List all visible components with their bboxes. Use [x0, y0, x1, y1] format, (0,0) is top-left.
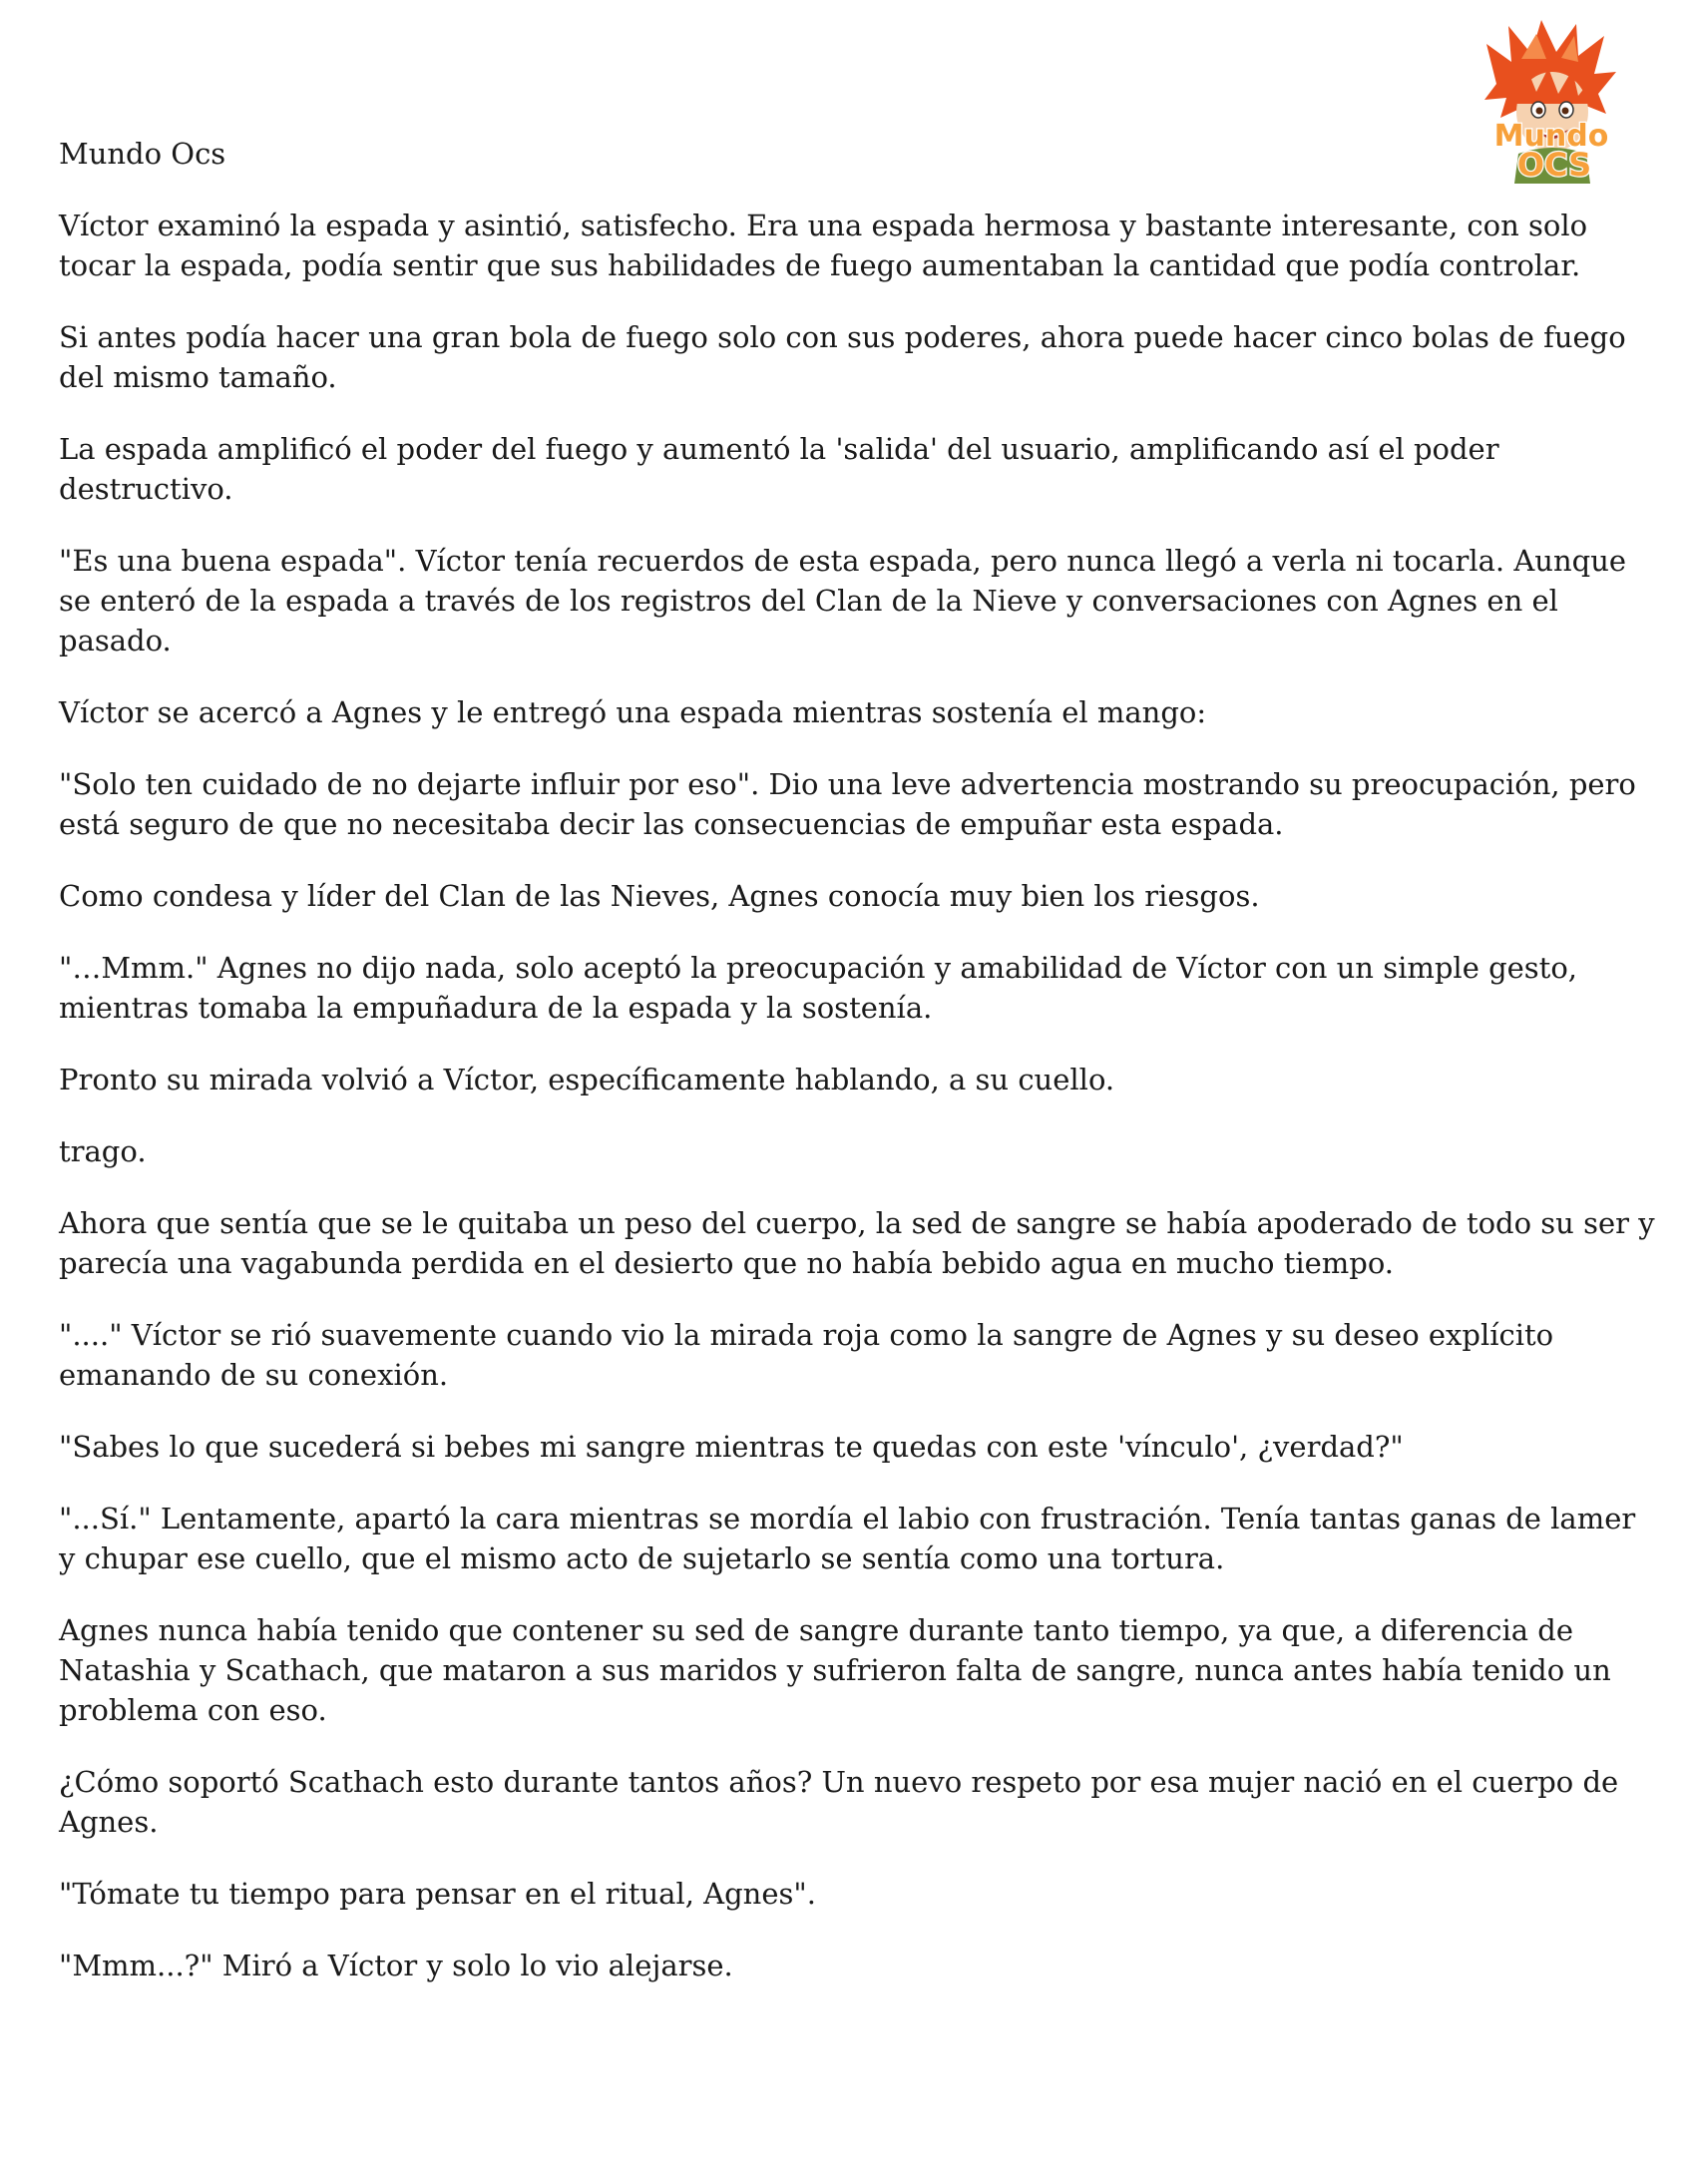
paragraph: "Es una buena espada". Víctor tenía recuerdos de esta espada, pero nunca llegó a verla ni tocarla. Aunque se enteró de la espada a través de los registros del Clan de la Nieve y conversaciones con Agnes en el pasado. — [59, 544, 1627, 657]
paragraph: "Solo ten cuidado de no dejarte influir por eso". Dio una leve advertencia mostrando su preocupación, pero está seguro de que no necesitaba decir las consecuencias de empuñar esta espada. — [59, 767, 1636, 841]
paragraph: Víctor examinó la espada y asintió, satisfecho. Era una espada hermosa y bastante interesante, con solo tocar la espada, podía sentir que sus habilidades de fuego aumentaban la cantidad que podía controlar. — [59, 209, 1588, 282]
paragraph: Agnes nunca había tenido que contener su sed de sangre durante tanto tiempo, ya que, a diferencia de Natashia y Scathach, que mataron a sus maridos y sufrieron falta de sangre, nunca antes había tenido un problema con eso. — [59, 1613, 1611, 1727]
paragraph: trago. — [59, 1134, 147, 1168]
paragraph: "Tómate tu tiempo para pensar en el ritual, Agnes". — [59, 1877, 816, 1911]
paragraph: "Mmm...?" Miró a Víctor y solo lo vio alejarse. — [59, 1949, 733, 1982]
paragraph: Víctor se acercó a Agnes y le entregó una espada mientras sostenía el mango: — [59, 695, 1207, 729]
paragraph: "...Sí." Lentamente, apartó la cara mientras se mordía el labio con frustración. Tenía tantas ganas de lamer y chupar ese cuello, que el mismo acto de sujetarlo se sentía como una tortura. — [59, 1502, 1636, 1575]
paragraph: "Sabes lo que sucederá si bebes mi sangre mientras te quedas con este 'vínculo', ¿verdad?" — [59, 1430, 1404, 1464]
paragraph: "...." Víctor se rió suavemente cuando vio la mirada roja como la sangre de Agnes y su deseo explícito emanando de su conexión. — [59, 1318, 1554, 1392]
paragraph: Ahora que sentía que se le quitaba un peso del cuerpo, la sed de sangre se había apoderado de todo su ser y parecía una vagabunda perdida en el desierto que no había bebido agua en mucho tiempo. — [59, 1206, 1655, 1280]
page-title: Mundo Ocs — [59, 137, 226, 171]
paragraph: La espada amplificó el poder del fuego y aumentó la 'salida' del usuario, amplificando así el poder destructivo. — [59, 432, 1499, 506]
paragraph: Si antes podía hacer una gran bola de fuego solo con sus poderes, ahora puede hacer cinco bolas de fuego del mismo tamaño. — [59, 320, 1626, 394]
paragraph: Como condesa y líder del Clan de las Nieves, Agnes conocía muy bien los riesgos. — [59, 879, 1260, 913]
paragraph: Pronto su mirada volvió a Víctor, específicamente hablando, a su cuello. — [59, 1063, 1115, 1096]
paragraph: "…Mmm." Agnes no dijo nada, solo aceptó la preocupación y amabilidad de Víctor con un simple gesto, mientras tomaba la empuñadura de la espada y la sostenía. — [59, 951, 1578, 1025]
logo-text-ocs: OCS — [1516, 146, 1592, 184]
logo-text-mundo: Mundo — [1493, 119, 1609, 154]
document-body — [59, 206, 1655, 2017]
mundo-ocs-logo — [1467, 14, 1636, 184]
paragraph: ¿Cómo soportó Scathach esto durante tantos años? Un nuevo respeto por esa mujer nació en el cuerpo de Agnes. — [59, 1765, 1619, 1839]
